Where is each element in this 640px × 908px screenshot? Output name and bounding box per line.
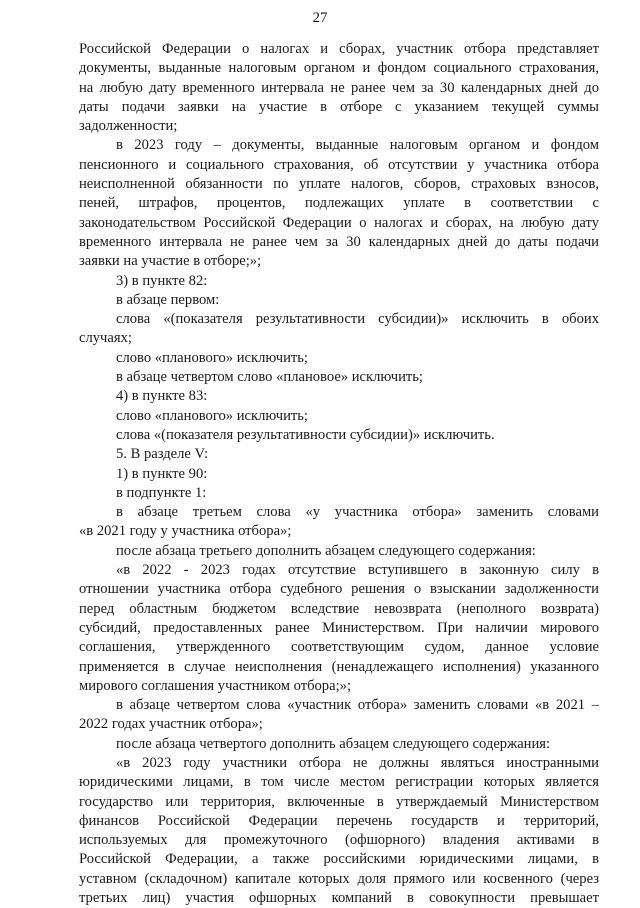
text-line: «в 2022 - 2023 годах отсутствие вступившего в законную силу в xyxy=(116,562,599,579)
text-line: государство или территория, включенные в утверждаемый Министерством xyxy=(79,793,599,810)
scan-artifact xyxy=(520,886,550,890)
text-line: временного интервала не ранее чем за 30 календарных дней до даты подачи xyxy=(79,233,599,250)
text-line: на любую дату временного интервала не ранее чем за 30 календарных дней до xyxy=(79,79,599,96)
text-line: отношении участника отбора судебного решения о взыскании задолженности xyxy=(79,581,599,598)
text-line: мирового соглашения участником отбора;»; xyxy=(79,677,351,694)
text-line: слова «(показателя результативности субсидии)» исключить в обоих xyxy=(116,311,599,328)
text-line: даты подачи заявки на участие в отборе с указанием текущей суммы xyxy=(79,98,599,115)
text-line: применяется в случае неисполнения (ненадлежащего исполнения) указанного xyxy=(79,658,599,675)
text-line: в абзаце четвертом слова «участник отбора» заменить словами «в 2021 – xyxy=(116,697,599,714)
text-line: неисполненной обязанности по уплате налогов, сборов, страховых взносов, xyxy=(79,176,599,193)
text-line: соглашения, утвержденного соответствующим судом, данное условие xyxy=(79,639,599,656)
text-line: используемых для промежуточного (офшорного) владения активами в xyxy=(79,832,599,849)
text-line: Российской Федерации о налогах и сборах, участник отбора представляет xyxy=(79,41,599,57)
text-line: Российской Федерации, а также российскими юридическими лицами, в xyxy=(79,851,599,868)
text-line: в абзаце первом: xyxy=(116,291,220,308)
text-line: третьих лиц) участия офшорных компаний в совокупности превышает xyxy=(79,890,599,907)
text-line: после абзаца четвертого дополнить абзацем следующего содержания: xyxy=(116,735,551,752)
text-line: 3) в пункте 82: xyxy=(116,272,208,289)
text-line: перед областным бюджетом вследствие невозврата (неполного возврата) xyxy=(79,600,599,617)
text-line: уставном (складочном) капитале которых доля прямого или косвенного (через xyxy=(79,870,599,887)
text-line: в 2023 году – документы, выданные налоговым органом и фондом xyxy=(116,137,599,154)
text-line: 5. В разделе V: xyxy=(116,446,209,463)
text-line: документы, выданные налоговым органом и фондом социального страхования, xyxy=(79,60,599,77)
text-line: в абзаце третьем слова «у участника отбора» заменить словами xyxy=(116,504,599,521)
text-line: заявки на участие в отборе;»; xyxy=(79,253,262,270)
text-line: законодательством Российской Федерации о налогах и сборах, на любую дату xyxy=(79,214,599,231)
page-number: 27 xyxy=(312,10,328,26)
text-line: после абзаца третьего дополнить абзацем следующего содержания: xyxy=(116,542,536,559)
text-line: «в 2021 году у участника отбора»; xyxy=(79,523,292,540)
text-line: в подпункте 1: xyxy=(116,484,207,501)
text-line: случаях; xyxy=(79,330,132,347)
text-line: слова «(показателя результативности субсидии)» исключить. xyxy=(116,426,495,443)
text-line: «в 2023 году участники отбора не должны являться иностранными xyxy=(116,754,599,771)
text-line: слово «планового» исключить; xyxy=(116,349,308,366)
text-line: в абзаце четвертом слово «плановое» исключить; xyxy=(116,369,423,386)
text-line: субсидий, предоставленных ранее Министерством. При наличии мирового xyxy=(79,619,599,636)
text-line: пенсионного и социального страхования, об отсутствии у участника отбора xyxy=(79,156,599,173)
document-body xyxy=(79,40,599,908)
text-line: 4) в пункте 83: xyxy=(116,388,208,405)
text-line: слово «планового» исключить; xyxy=(116,407,308,424)
text-line: 2022 годах участник отбора»; xyxy=(79,716,263,733)
text-line: задолженности; xyxy=(79,118,178,135)
text-line: финансов Российской Федерации перечень государств и территорий, xyxy=(79,812,599,829)
text-line: 1) в пункте 90: xyxy=(116,465,208,482)
text-line: пеней, штрафов, процентов, подлежащих уплате в соответствии с xyxy=(79,195,599,212)
text-line: юридическими лицами, в том числе местом регистрации которых является xyxy=(79,774,599,791)
